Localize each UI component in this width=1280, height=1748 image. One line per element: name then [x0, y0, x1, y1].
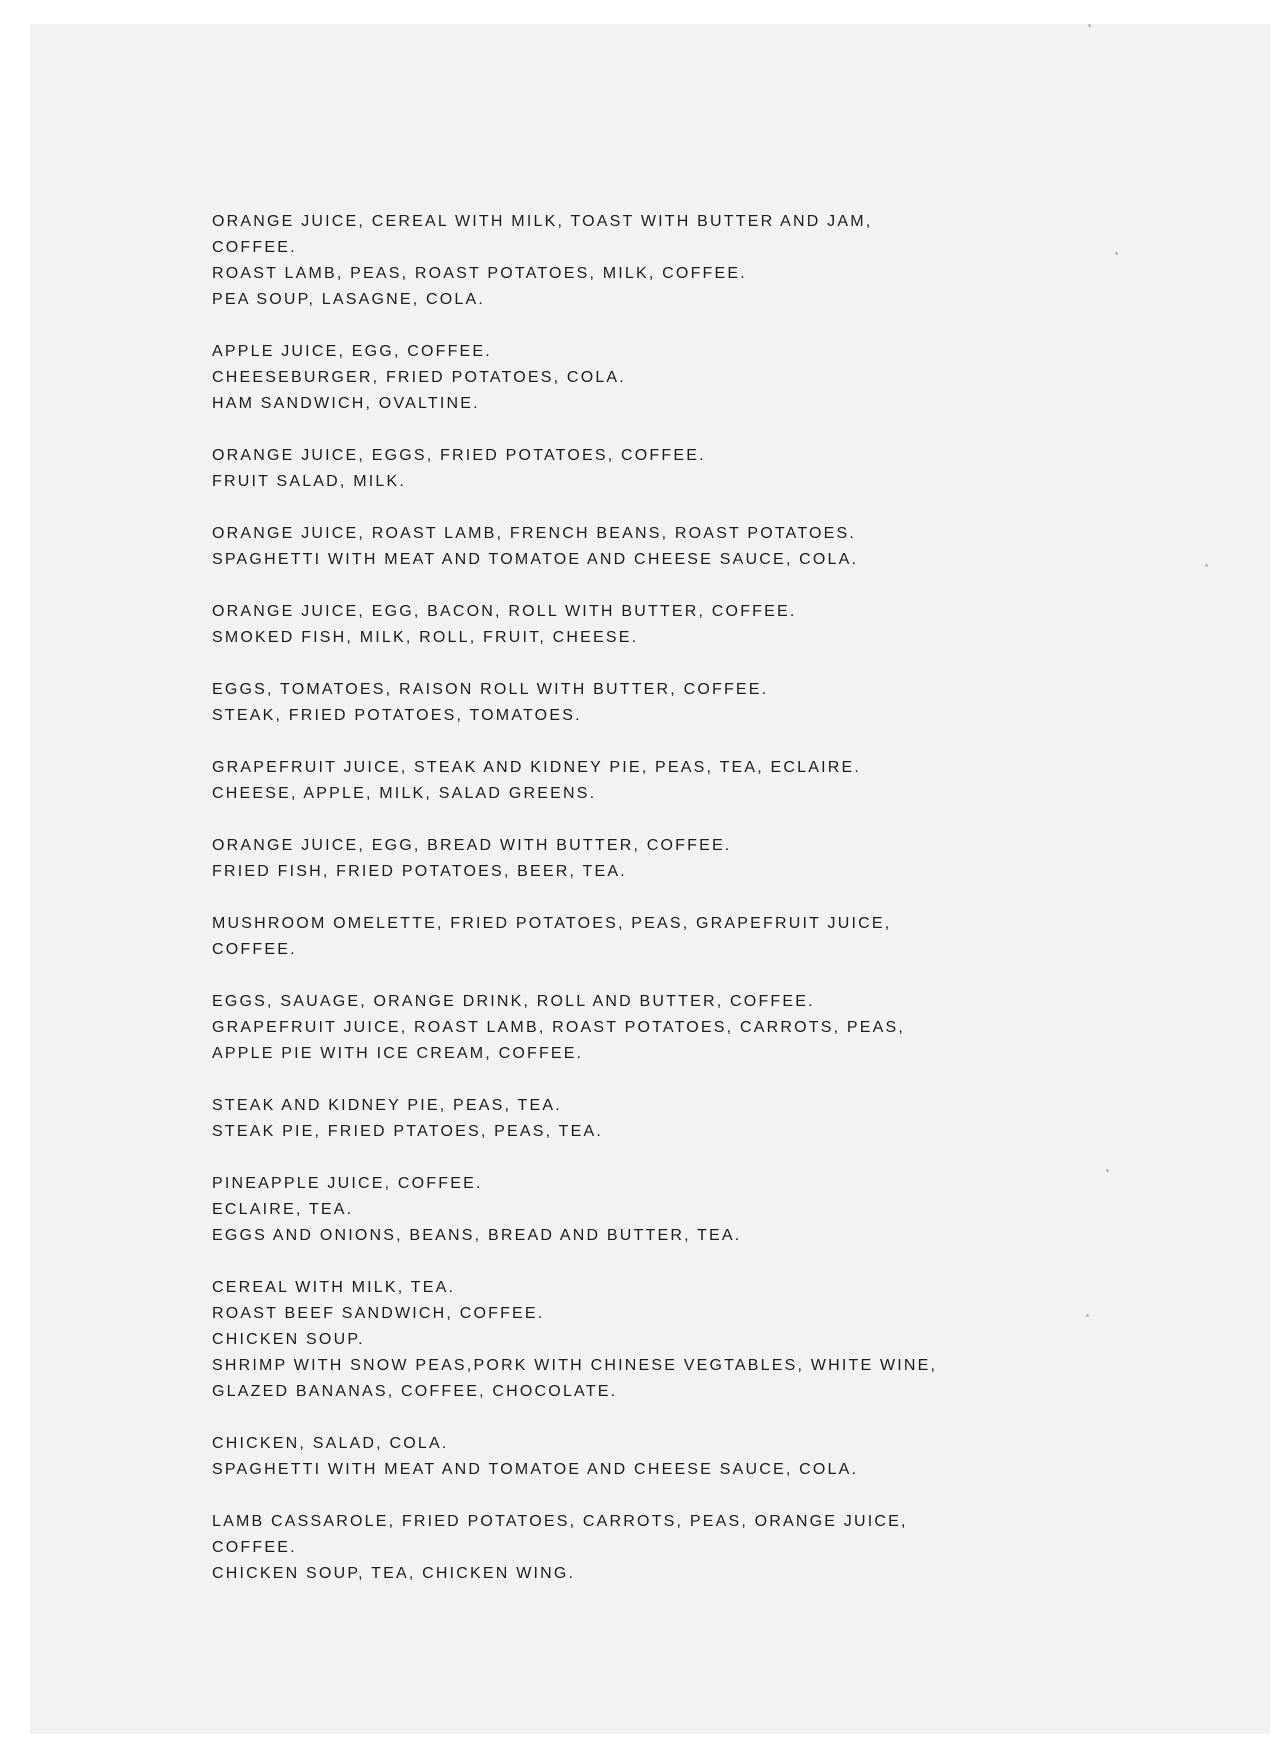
typed-meal-list — [212, 209, 1072, 1613]
typed-line: APPLE PIE WITH ICE CREAM, COFFEE. — [212, 1045, 584, 1062]
meal-entry-block — [212, 911, 1072, 963]
typed-line: STEAK PIE, FRIED PTATOES, PEAS, TEA. — [212, 1123, 603, 1140]
typed-line: LAMB CASSAROLE, FRIED POTATOES, CARROTS, PEAS, ORANGE JUICE, — [212, 1513, 908, 1530]
typed-line: HAM SANDWICH, OVALTINE. — [212, 395, 480, 412]
typed-line: GRAPEFRUIT JUICE, ROAST LAMB, ROAST POTATOES, CARROTS, PEAS, — [212, 1019, 905, 1036]
meal-entry-block — [212, 833, 1072, 885]
typed-line: ROAST BEEF SANDWICH, COFFEE. — [212, 1305, 545, 1322]
typed-line: ORANGE JUICE, ROAST LAMB, FRENCH BEANS, ROAST POTATOES. — [212, 525, 857, 542]
typed-line: SHRIMP WITH SNOW PEAS,PORK WITH CHINESE VEGTABLES, WHITE WINE, — [212, 1357, 938, 1374]
typed-line: CHEESE, APPLE, MILK, SALAD GREENS. — [212, 785, 597, 802]
paper-speck — [1088, 24, 1091, 27]
paper-speck — [1115, 252, 1118, 255]
paper-speck — [1086, 1314, 1089, 1317]
typed-line: GLAZED BANANAS, COFFEE, CHOCOLATE. — [212, 1383, 618, 1400]
meal-entry-block — [212, 209, 1072, 313]
typed-line: ORANGE JUICE, EGG, BREAD WITH BUTTER, COFFEE. — [212, 837, 732, 854]
typed-line: ORANGE JUICE, CEREAL WITH MILK, TOAST WITH BUTTER AND JAM, — [212, 213, 873, 230]
typed-line: CEREAL WITH MILK, TEA. — [212, 1279, 456, 1296]
meal-entry-block — [212, 1275, 1072, 1405]
typed-line: ROAST LAMB, PEAS, ROAST POTATOES, MILK, COFFEE. — [212, 265, 747, 282]
typed-line: ECLAIRE, TEA. — [212, 1201, 354, 1218]
typed-line: GRAPEFRUIT JUICE, STEAK AND KIDNEY PIE, PEAS, TEA, ECLAIRE. — [212, 759, 862, 776]
typed-line: MUSHROOM OMELETTE, FRIED POTATOES, PEAS, GRAPEFRUIT JUICE, — [212, 915, 892, 932]
typed-line: CHICKEN, SALAD, COLA. — [212, 1435, 449, 1452]
typed-line: CHICKEN SOUP, TEA, CHICKEN WING. — [212, 1565, 576, 1582]
meal-entry-block — [212, 599, 1072, 651]
typed-line: CHICKEN SOUP. — [212, 1331, 365, 1348]
meal-entry-block — [212, 755, 1072, 807]
meal-entry-block — [212, 989, 1072, 1067]
paper-speck — [1205, 564, 1208, 567]
typed-line: STEAK, FRIED POTATOES, TOMATOES. — [212, 707, 582, 724]
meal-entry-block — [212, 1509, 1072, 1587]
typed-line: SPAGHETTI WITH MEAT AND TOMATOE AND CHEESE SAUCE, COLA. — [212, 551, 859, 568]
meal-entry-block — [212, 339, 1072, 417]
typed-line: EGGS AND ONIONS, BEANS, BREAD AND BUTTER, TEA. — [212, 1227, 742, 1244]
typed-line: PEA SOUP, LASAGNE, COLA. — [212, 291, 486, 308]
typed-line: COFFEE. — [212, 1539, 297, 1556]
typed-line: APPLE JUICE, EGG, COFFEE. — [212, 343, 492, 360]
paper-speck — [1106, 1169, 1109, 1172]
typed-line: COFFEE. — [212, 239, 297, 256]
typed-line: FRIED FISH, FRIED POTATOES, BEER, TEA. — [212, 863, 627, 880]
typed-line: ORANGE JUICE, EGG, BACON, ROLL WITH BUTTER, COFFEE. — [212, 603, 797, 620]
meal-entry-block — [212, 443, 1072, 495]
typed-line: STEAK AND KIDNEY PIE, PEAS, TEA. — [212, 1097, 562, 1114]
meal-entry-block — [212, 1093, 1072, 1145]
meal-entry-block — [212, 521, 1072, 573]
typed-line: CHEESEBURGER, FRIED POTATOES, COLA. — [212, 369, 626, 386]
meal-entry-block — [212, 1431, 1072, 1483]
typed-line: SPAGHETTI WITH MEAT AND TOMATOE AND CHEESE SAUCE, COLA. — [212, 1461, 859, 1478]
typed-line: PINEAPPLE JUICE, COFFEE. — [212, 1175, 483, 1192]
meal-entry-block — [212, 677, 1072, 729]
typed-line: FRUIT SALAD, MILK. — [212, 473, 407, 490]
typed-line: EGGS, TOMATOES, RAISON ROLL WITH BUTTER, COFFEE. — [212, 681, 769, 698]
meal-entry-block — [212, 1171, 1072, 1249]
typed-line: COFFEE. — [212, 941, 297, 958]
typed-line: ORANGE JUICE, EGGS, FRIED POTATOES, COFFEE. — [212, 447, 706, 464]
typed-line: EGGS, SAUAGE, ORANGE DRINK, ROLL AND BUTTER, COFFEE. — [212, 993, 815, 1010]
typed-line: SMOKED FISH, MILK, ROLL, FRUIT, CHEESE. — [212, 629, 639, 646]
